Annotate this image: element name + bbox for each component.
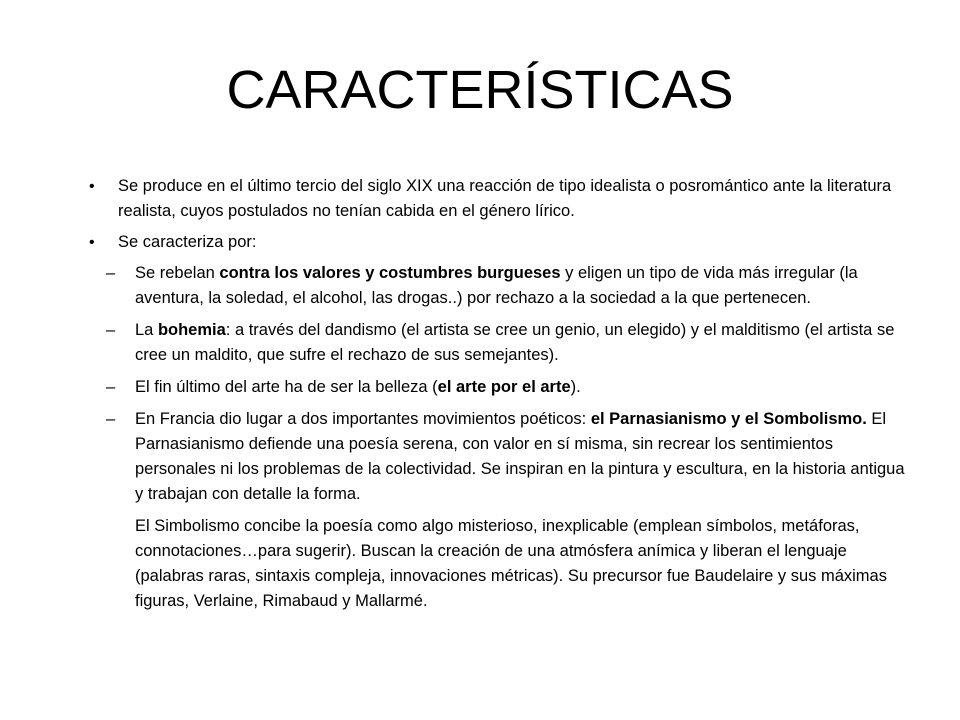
slide-title: CARACTERÍSTICAS — [226, 60, 734, 120]
sub-item-text-post: ). — [570, 378, 581, 396]
bullet-marker: • — [89, 234, 95, 251]
dash-marker: – — [106, 378, 116, 396]
bullet-item-2 — [88, 230, 908, 255]
bullet-item-1 — [88, 174, 908, 224]
sub-item-text-post: y eligen un tipo de vida más irregular (la aventura, la soledad, el alcohol, las drogas..) por rechazo a la sociedad a la que pertenecen. — [135, 264, 858, 307]
sub-item-4-continuation — [88, 514, 908, 614]
bullet-text: Se caracteriza por: — [118, 233, 257, 251]
sub-item-3 — [88, 375, 908, 400]
bullet-text: Se produce en el último tercio del siglo XIX una reacción de tipo idealista o posromántico ante la literatura realista, cuyos postulados no tenían cabida en el género lírico. — [118, 177, 892, 220]
dash-marker: – — [106, 410, 116, 428]
sub-item-text-bold: bohemia — [157, 321, 226, 339]
slide-content — [88, 174, 908, 621]
sub-item-1 — [88, 261, 908, 311]
sub-item-text-bold: el arte por el arte — [437, 378, 571, 396]
sub-item-text-pre: En Francia dio lugar a dos importantes movimientos poéticos: — [135, 410, 591, 428]
sub-item-text: El Simbolismo concibe la poesía como algo misterioso, inexplicable (emplean símbolos, metáforas, connotaciones…para sugerir). Buscan la creación de una atmósfera anímica y liberan el lenguaje (palabras raras, sintaxis compleja, innovaciones métricas). Su precursor fue Baudelaire y sus máximas figuras, Verlaine, Rimabaud y Mallarmé. — [135, 517, 887, 610]
bullet-marker: • — [89, 178, 95, 195]
sub-item-4 — [88, 407, 908, 507]
sub-item-text-pre: Se rebelan — [135, 264, 220, 282]
sub-item-text-post: : a través del dandismo (el artista se cree un genio, un elegido) y el malditismo (el artista se cree un maldito, que sufre el rechazo de sus semejantes). — [135, 321, 895, 364]
dash-marker: – — [106, 264, 116, 282]
sub-item-text-post: El Parnasianismo defiende una poesía serena, con valor en sí misma, sin recrear los sentimientos personales ni los problemas de la colectividad. Se inspiran en la pintura y escultura, en la historia antigua y trabajan con detalle la forma. — [135, 410, 905, 503]
sub-item-text-bold: el Parnasianismo y el Sombolismo. — [590, 410, 867, 428]
sub-item-text-pre: La — [135, 321, 158, 339]
sub-item-text-bold: contra los valores y costumbres burgueses — [219, 264, 561, 282]
sub-item-2 — [88, 318, 908, 368]
sub-item-text-pre: El fin último del arte ha de ser la belleza ( — [135, 378, 438, 396]
dash-marker: – — [106, 321, 116, 339]
